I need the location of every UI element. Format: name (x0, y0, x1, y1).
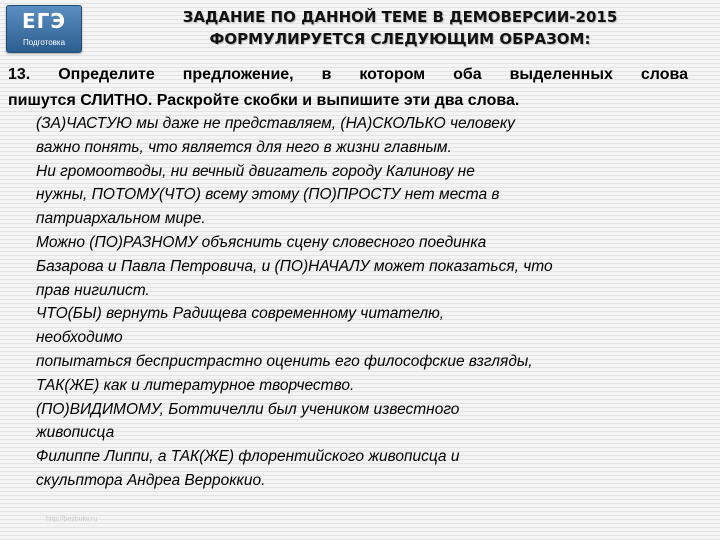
sentence-line: необходимо (36, 329, 123, 347)
task-line-2: пишутся СЛИТНО. Раскройте скобки и выпишите эти два слова. (8, 92, 520, 109)
sentence-line: важно понять, что является для него в жизни главным. (36, 138, 452, 156)
slide-title (90, 6, 710, 50)
sentence-line: живописца (36, 424, 115, 442)
task-statement (8, 62, 688, 114)
sentence-line: скульптора Андреа Верроккио. (36, 471, 266, 489)
sentence-line: нужны, ПОТОМУ(ЧТО) всему этому (ПО)ПРОСТУ нет места в (36, 186, 500, 204)
sentence-line: ТАК(ЖЕ) как и литературное творчество. (36, 376, 355, 394)
sentence-line: Базарова и Павла Петровича, и (ПО)НАЧАЛУ может показаться, что (36, 257, 553, 275)
logo-subtitle: Подготовка (22, 38, 66, 47)
title-line-1: ЗАДАНИЕ ПО ДАННОЙ ТЕМЕ В ДЕМОВЕРСИИ-2015 (182, 8, 618, 26)
sentence-line: (ЗА)ЧАСТУЮ мы даже не представляем, (НА)СКОЛЬКО человеку (36, 115, 515, 132)
sentence-line: (ПО)ВИДИМОМУ, Боттичелли был учеником известного (36, 400, 460, 418)
sentence-line: Ни громоотводы, ни вечный двигатель городу Калинову не (36, 162, 475, 180)
sentences-block (36, 112, 696, 493)
sentence-line: Филиппе Липпи, а ТАК(ЖЕ) флорентийского живописца и (36, 448, 460, 466)
ege-logo (6, 5, 82, 53)
task-line-1: 13. Определите предложение, в котором оба выделенных слова (8, 66, 688, 83)
sentence-line: ЧТО(БЫ) вернуть Радищева современному читателю, (36, 305, 445, 323)
sentence-line: попытаться беспристрастно оценить его философские взгляды, (36, 352, 533, 370)
logo-text: ЕГЭ (21, 9, 67, 33)
sentence-line: прав нигилист. (36, 281, 150, 299)
title-line-2: ФОРМУЛИРУЕТСЯ СЛЕДУЮЩИМ ОБРАЗОМ: (209, 30, 591, 48)
sentence-line: патриархальном мире. (36, 210, 206, 228)
footer-url: http://bezbukv.ru (46, 516, 98, 523)
sentence-line: Можно (ПО)РАЗНОМУ объяснить сцену словесного поединка (36, 233, 487, 251)
